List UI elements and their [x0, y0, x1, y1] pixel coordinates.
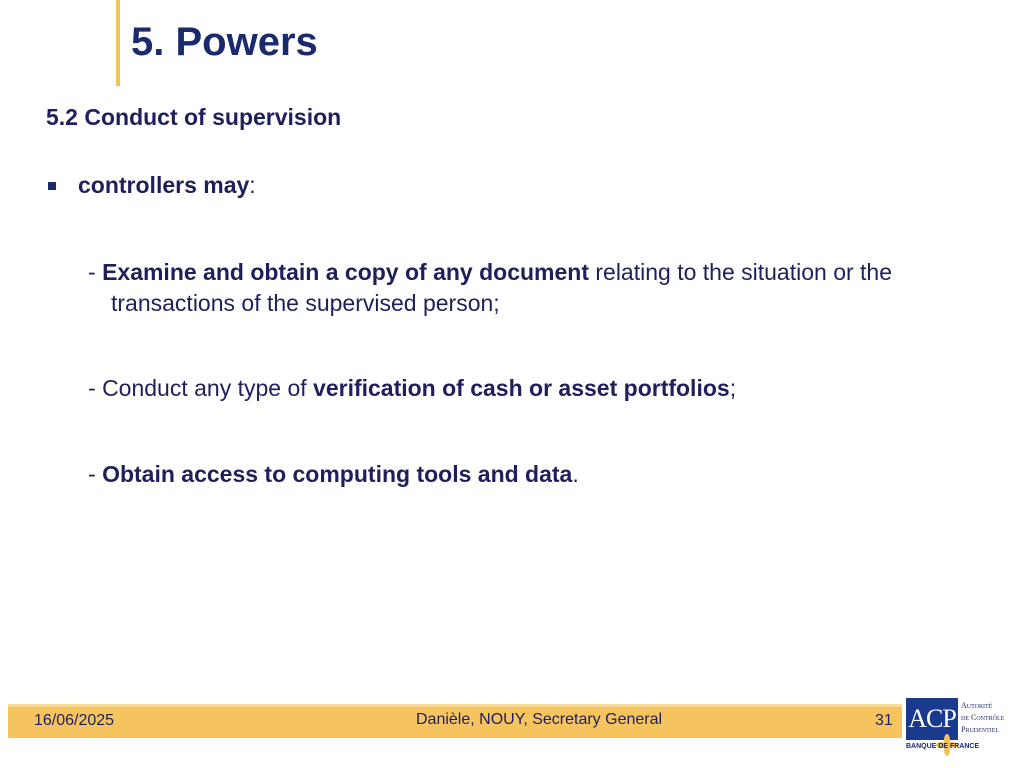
item-text-post: . — [572, 461, 579, 487]
logo-line-1: Autorité — [961, 701, 993, 710]
bullet-colon: : — [249, 172, 256, 198]
list-item-verification — [88, 373, 1008, 404]
title-accent-bar — [116, 0, 120, 86]
item-dash: - — [88, 259, 103, 285]
bullet-controllers — [46, 172, 256, 199]
item-text-continued: transactions of the supervised person; — [111, 290, 500, 316]
logo-bank-name: BANQUE DE FRANCE — [906, 743, 980, 750]
logo-line-2: de Contrôle — [961, 713, 1005, 722]
logo-name — [961, 700, 1016, 736]
page-number: 31 — [875, 712, 893, 729]
item-text-pre: Conduct any type of — [102, 375, 314, 401]
item-bold-text: Obtain access to computing tools and data — [102, 461, 573, 487]
item-text: relating to the situation or the — [588, 259, 893, 285]
item-text-post: ; — [729, 375, 737, 401]
acp-logo — [906, 698, 1014, 760]
item-bold-text: verification of cash or asset portfolios — [313, 375, 730, 401]
item-bold-text: Examine and obtain a copy of any document — [102, 259, 589, 285]
footer-date: 16/06/2025 — [34, 712, 115, 729]
slide-title: 5. Powers — [131, 20, 318, 64]
section-subtitle: 5.2 Conduct of supervision — [46, 104, 342, 130]
item-dash: - — [88, 461, 103, 487]
logo-acronym: ACP — [906, 698, 958, 740]
logo-line-3: Prudentiel — [961, 725, 1000, 734]
footer-author: Danièle, NOUY, Secretary General — [416, 711, 663, 728]
item-dash: - — [88, 375, 103, 401]
footer-band-edge — [8, 704, 902, 707]
square-bullet-icon — [48, 182, 56, 190]
list-item-computing — [88, 459, 1008, 490]
bullet-bold-text: controllers may — [78, 172, 250, 198]
list-item-examine — [88, 257, 1008, 319]
